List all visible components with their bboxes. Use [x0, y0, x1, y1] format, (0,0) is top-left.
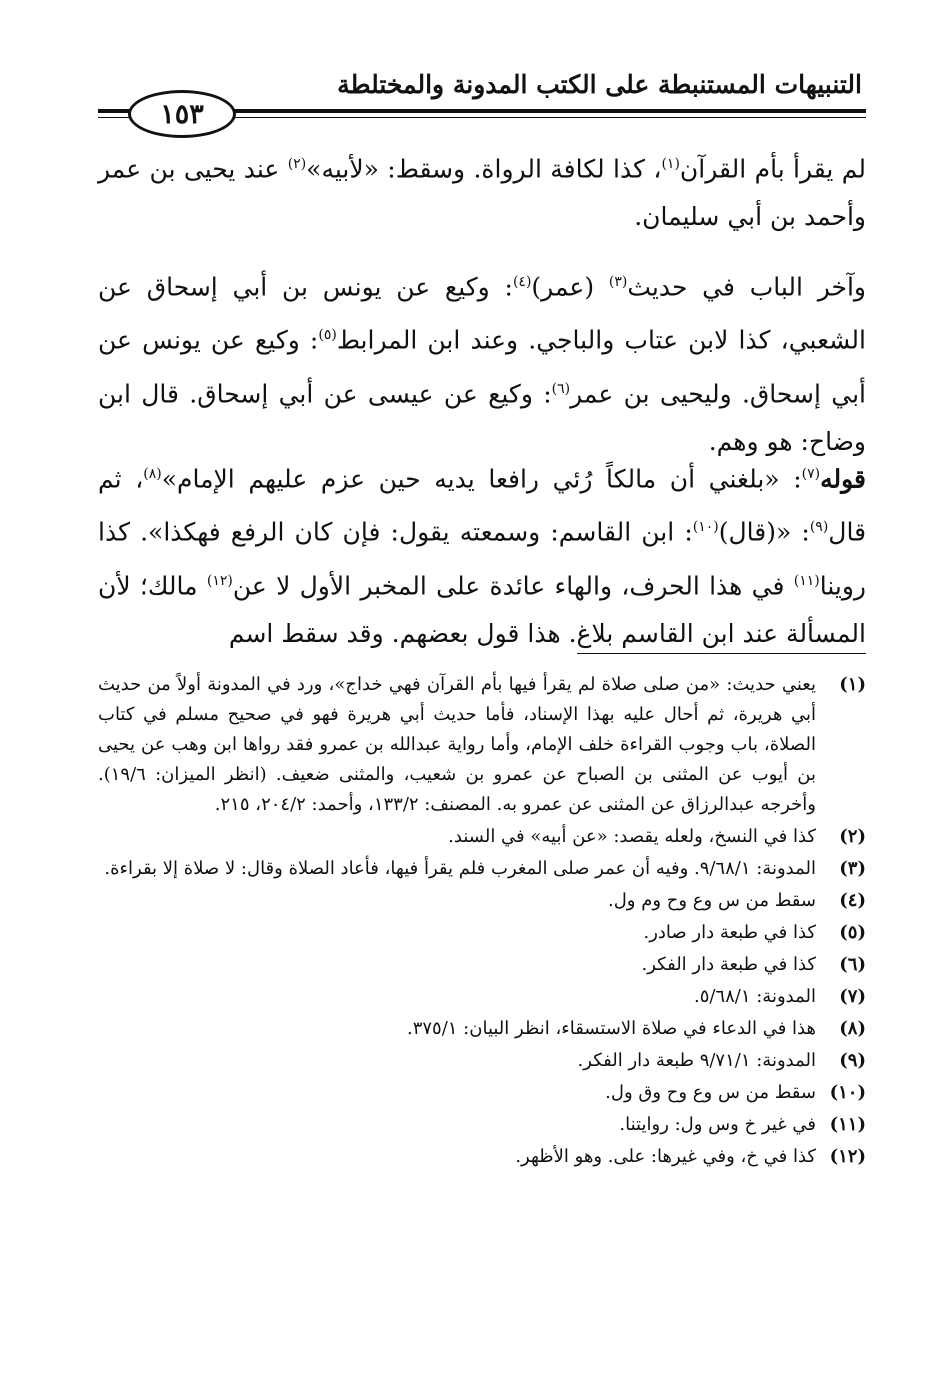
paragraph-1: [98, 140, 866, 241]
footnote-item: [98, 1142, 866, 1172]
page-number: ١٥٣: [160, 98, 204, 130]
footnote-text: كذا في النسخ، ولعله يقصد: «عن أبيه» في السند.: [448, 826, 816, 847]
p2-text-5: : وكيع عن عيسى عن أبي إسحاق. قال ابن وضاح: هو وهم.: [98, 378, 866, 456]
footnote-text: يعني حديث: «من صلى صلاة لم يقرأ فيها بأم القرآن فهي خداج»، ورد في المدونة أولاً من حديث أبي هريرة، ثم أحال عليه بهذا الإسناد، فأما حديث أبي هريرة فهو في صحيح مسلم في كتاب الصلاة، باب وجوب القراءة خلف الإمام، وأما رواية عبدالله بن عمرو فقد رواها ابن وهب عن يحيى بن أيوب عن المثنى بن الصباح عن عمرو بن شعيب، والمثنى ضعيف. (انظر الميزان: ١٩/٦). وأخرجه عبدالرزاق عن المثنى عن عمرو به. المصنف: ١٣٣/٢، وأحمد: ٢٠٤/٢، ٢١٥.: [98, 674, 816, 815]
footnote-text: هذا في الدعاء في صلاة الاستسقاء، انظر البيان: ٣٧٥/١.: [406, 1018, 816, 1039]
paragraph-2: [98, 258, 866, 466]
p3-qawluh-label: قوله: [820, 464, 866, 494]
footnote-ref-12: (١٢): [206, 572, 233, 589]
footnote-text: المدونة: ٩/٦٨/١. وفيه أن عمر صلى المغرب فلم يقرأ فيها، فأعاد الصلاة وقال: لا صلاة إلا بقراءة.: [104, 858, 816, 879]
footnote-item: [98, 1046, 866, 1076]
footnote-ref-8: (٨): [143, 466, 162, 482]
footnote-text: المدونة: ٥/٦٨/١.: [693, 986, 816, 1007]
footnote-item: [98, 1078, 866, 1108]
footnote-number: (٧): [839, 986, 866, 1007]
footnote-text: كذا في طبعة دار الفكر.: [641, 954, 816, 975]
p1-text-2: ، كذا لكافة الرواة. وسقط: «لأبيه»: [306, 154, 662, 184]
footnote-ref-6: (٦): [551, 380, 571, 397]
footnote-text: سقط من س وع وح وم ول.: [608, 890, 816, 911]
p2-text-3: : وكيع عن يونس بن أبي إسحاق عن الشعبي، كذا لابن عتاب والباجي. وعند ابن المرابط: [98, 272, 866, 355]
p3-text-5: في هذا الحرف، والهاء عائدة على المخبر الأول لا عن: [232, 570, 794, 600]
p2-text-2: (عمر): [531, 272, 609, 302]
running-header-title: التنبيهات المستنبطة على الكتب المدونة والمختلطة: [337, 70, 862, 99]
footnote-number: (١): [839, 674, 866, 695]
footnote-number: (٣): [839, 858, 866, 879]
p2-text-4: : وكيع عن يونس عن أبي إسحاق. وليحيى بن عمر: [98, 325, 866, 408]
footnote-number: (١١): [829, 1114, 866, 1135]
footnote-text: كذا في طبعة دار صادر.: [643, 922, 816, 943]
footnote-number: (٨): [839, 1018, 866, 1039]
p2-text-1: وآخر الباب في حديث: [627, 272, 866, 302]
footnote-item: [98, 950, 866, 980]
footnote-ref-7: (٧): [801, 466, 821, 482]
footnote-number: (٢): [839, 826, 866, 847]
footnote-text: المدونة: ٩/٧١/١ طبعة دار الفكر.: [577, 1050, 816, 1071]
page-number-ornament: [128, 90, 236, 138]
footnote-ref-10: (١٠): [692, 519, 719, 536]
footnote-number: (١٢): [829, 1146, 866, 1167]
footnote-item: [98, 886, 866, 916]
footnote-item: [98, 1014, 866, 1044]
footnote-number: (٦): [839, 954, 866, 975]
footnotes-list: [98, 670, 866, 1174]
footnote-ref-11: (١١): [793, 572, 820, 589]
footnote-text: كذا في خ، وفي غيرها: على. وهو الأظهر.: [515, 1146, 816, 1167]
footnote-ref-5: (٥): [318, 327, 337, 344]
p3-text-2: ، ثم قال: [98, 464, 867, 547]
footnote-item: [98, 1110, 866, 1140]
footnote-number: (١٠): [829, 1082, 866, 1103]
footnote-ref-9: (٩): [809, 519, 829, 536]
footnote-text: في غير خ وس ول: روايتنا.: [619, 1114, 816, 1135]
p3-text-4: : ابن القاسم: وسمعته يقول: فإن كان الرفع فهكذا». كذا روينا: [98, 517, 866, 600]
p3-text-6: مالك؛ لأن المسألة عند ابن القاسم بلاغ. هذا قول بعضهم. وقد سقط اسم: [98, 570, 866, 648]
p1-text-3: عند يحيى بن عمر وأحمد بن أبي سليمان.: [98, 154, 866, 232]
p1-text-1: لم يقرأ بأم القرآن: [679, 154, 866, 184]
footnote-number: (٤): [839, 890, 866, 911]
footnote-item: [98, 982, 866, 1012]
footnote-item: [98, 822, 866, 852]
footnote-ref-4: (٤): [512, 274, 532, 290]
footnote-number: (٥): [839, 922, 866, 943]
footnote-number: (٩): [839, 1050, 866, 1071]
footnote-separator: [577, 653, 866, 654]
footnote-item: [98, 670, 866, 820]
footnote-item: [98, 918, 866, 948]
footnote-item: [98, 854, 866, 884]
footnote-ref-2: (٢): [287, 156, 307, 172]
footnote-ref-3: (٣): [608, 274, 628, 290]
paragraph-3: [98, 450, 866, 658]
footnote-ref-1: (١): [661, 156, 680, 172]
p3-text-3: : «(قال): [718, 517, 810, 547]
p3-text-1: : «بلغني أن مالكاً رُئي رافعا يديه حين عزم عليهم الإمام»: [161, 464, 802, 494]
footnote-text: سقط من س وع وح وق ول.: [605, 1082, 816, 1103]
